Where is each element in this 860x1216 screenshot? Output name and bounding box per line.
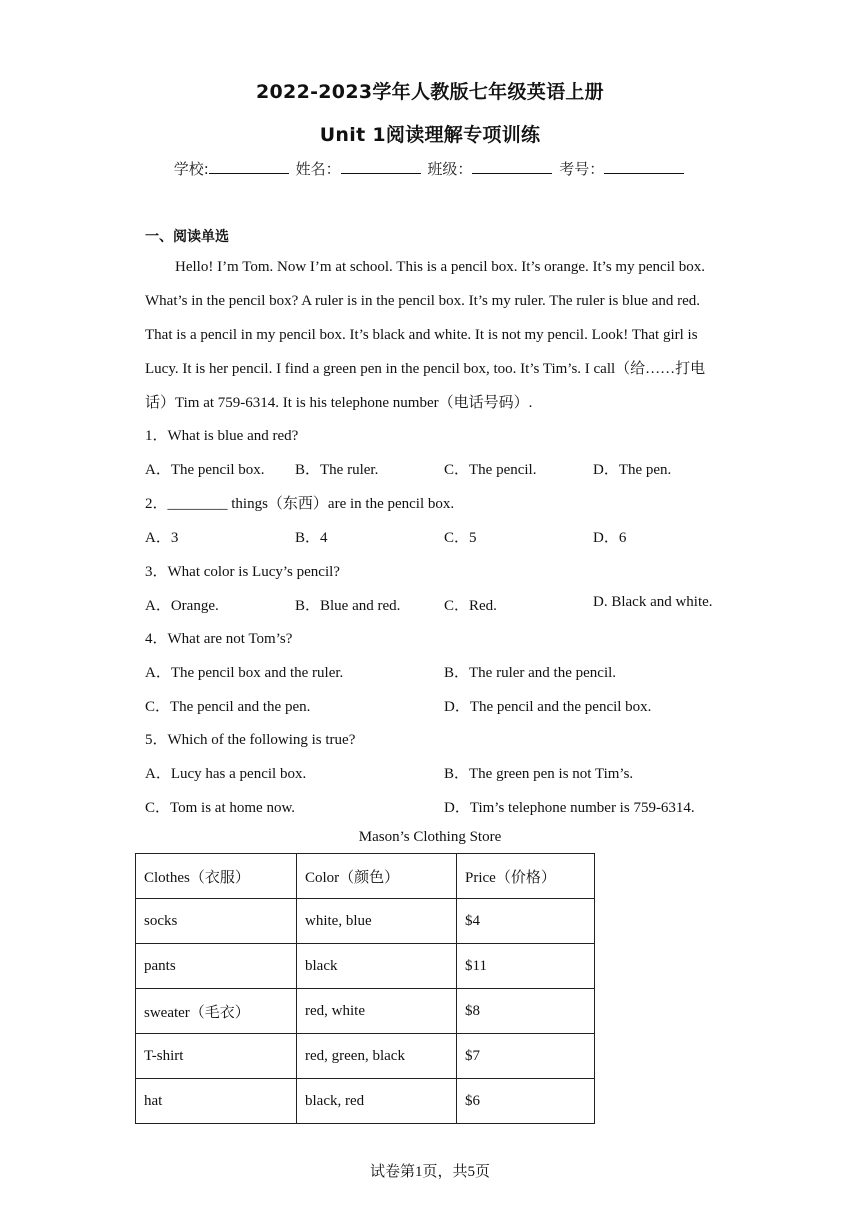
option[interactable]: C．The pencil and the pen.: [145, 699, 311, 715]
passage-text: Hello! I’m Tom. Now I’m at school. This is a pencil box. It’s orange. It’s my pencil box. What’s in the pencil box? A ruler is in the pencil box. It’s my ruler. The ruler is blue and red. That is a pencil in my pencil box. It’s black and white. It is not my pencil. Look! That girl is Lucy. It is her pencil. I find a green pen in the pencil box, too. It’s Tim’s. I call（给……打电话）Tim at 759-6314. It is his telephone number（电话号码）.: [145, 259, 706, 411]
page-subtitle: Unit 1阅读理解专项训练: [319, 124, 541, 146]
question-4-options-row1: [145, 661, 745, 681]
table-cell: socks: [136, 899, 297, 944]
exam-number-label: 考号：: [559, 160, 605, 178]
table-cell: black, red: [297, 1079, 457, 1124]
option[interactable]: C．Red.: [444, 598, 497, 614]
question-5: 5．Which of the following is true?: [145, 732, 356, 748]
question-5-options-row1: [145, 762, 745, 782]
table-row: [136, 944, 595, 989]
table-header-cell: Clothes（衣服）: [136, 854, 297, 899]
table-cell: red, green, black: [297, 1034, 457, 1079]
question-1-options: [145, 458, 745, 478]
question-1: 1．What is blue and red?: [145, 428, 299, 444]
question-4: 4．What are not Tom’s?: [145, 631, 293, 647]
table-cell: $11: [457, 944, 595, 989]
school-label: 学校:: [173, 160, 209, 178]
option[interactable]: C．Tom is at home now.: [145, 800, 296, 816]
table-cell: T-shirt: [136, 1034, 297, 1079]
name-label: 姓名：: [295, 160, 341, 178]
table-header-cell: Price（价格）: [457, 854, 595, 899]
class-label: 班级：: [427, 160, 473, 178]
name-blank[interactable]: [341, 159, 421, 174]
option[interactable]: B．Blue and red.: [295, 598, 401, 614]
school-blank[interactable]: [209, 159, 289, 174]
table-row: [136, 989, 595, 1034]
option[interactable]: B．The ruler and the pencil.: [444, 665, 617, 681]
table-cell: pants: [136, 944, 297, 989]
table-cell: $8: [457, 989, 595, 1034]
question-5-options-row2: [145, 796, 745, 816]
table-cell: $6: [457, 1079, 595, 1124]
option[interactable]: A．The pencil box and the ruler.: [145, 665, 344, 681]
table-cell: sweater（毛衣）: [136, 989, 297, 1034]
class-blank[interactable]: [472, 159, 552, 174]
table-row: [136, 1079, 595, 1124]
exam-number-blank[interactable]: [604, 159, 684, 174]
option[interactable]: D．The pen.: [593, 462, 672, 478]
page-footer: 试卷第1页，共5页: [369, 1164, 490, 1180]
question-3: 3．What color is Lucy’s pencil?: [145, 564, 340, 580]
table-cell: black: [297, 944, 457, 989]
option[interactable]: B．The ruler.: [295, 462, 379, 478]
table-header-cell: Color（颜色）: [297, 854, 457, 899]
option[interactable]: D. Black and white.: [593, 594, 713, 610]
option[interactable]: B．4: [295, 530, 328, 546]
table-cell: red, white: [297, 989, 457, 1034]
option[interactable]: A．The pencil box.: [145, 462, 265, 478]
question-2-options: [145, 526, 745, 546]
table-header-row: [136, 854, 595, 899]
student-info-line: [0, 158, 860, 179]
table-row: [136, 899, 595, 944]
question-4-options-row2: [145, 695, 745, 715]
question-2: 2．________ things（东西）are in the pencil box.: [145, 496, 455, 512]
page-title: 2022-2023学年人教版七年级英语上册: [256, 81, 604, 103]
table-cell: hat: [136, 1079, 297, 1124]
option[interactable]: C．The pencil.: [444, 462, 537, 478]
reading-passage: [145, 250, 720, 420]
table-cell: $7: [457, 1034, 595, 1079]
clothing-price-table: [135, 853, 595, 1124]
option[interactable]: B．The green pen is not Tim’s.: [444, 766, 634, 782]
option[interactable]: A．3: [145, 530, 179, 546]
question-3-options: [145, 594, 745, 614]
table-row: [136, 1034, 595, 1079]
table-cell: white, blue: [297, 899, 457, 944]
option[interactable]: A．Lucy has a pencil box.: [145, 766, 307, 782]
option[interactable]: A．Orange.: [145, 598, 219, 614]
option[interactable]: D．Tim’s telephone number is 759-6314.: [444, 800, 695, 816]
table-caption: Mason’s Clothing Store: [358, 829, 502, 845]
option[interactable]: D．6: [593, 530, 627, 546]
section-title: 一、阅读单选: [145, 229, 229, 245]
table-cell: $4: [457, 899, 595, 944]
option[interactable]: D．The pencil and the pencil box.: [444, 699, 652, 715]
option[interactable]: C．5: [444, 530, 477, 546]
